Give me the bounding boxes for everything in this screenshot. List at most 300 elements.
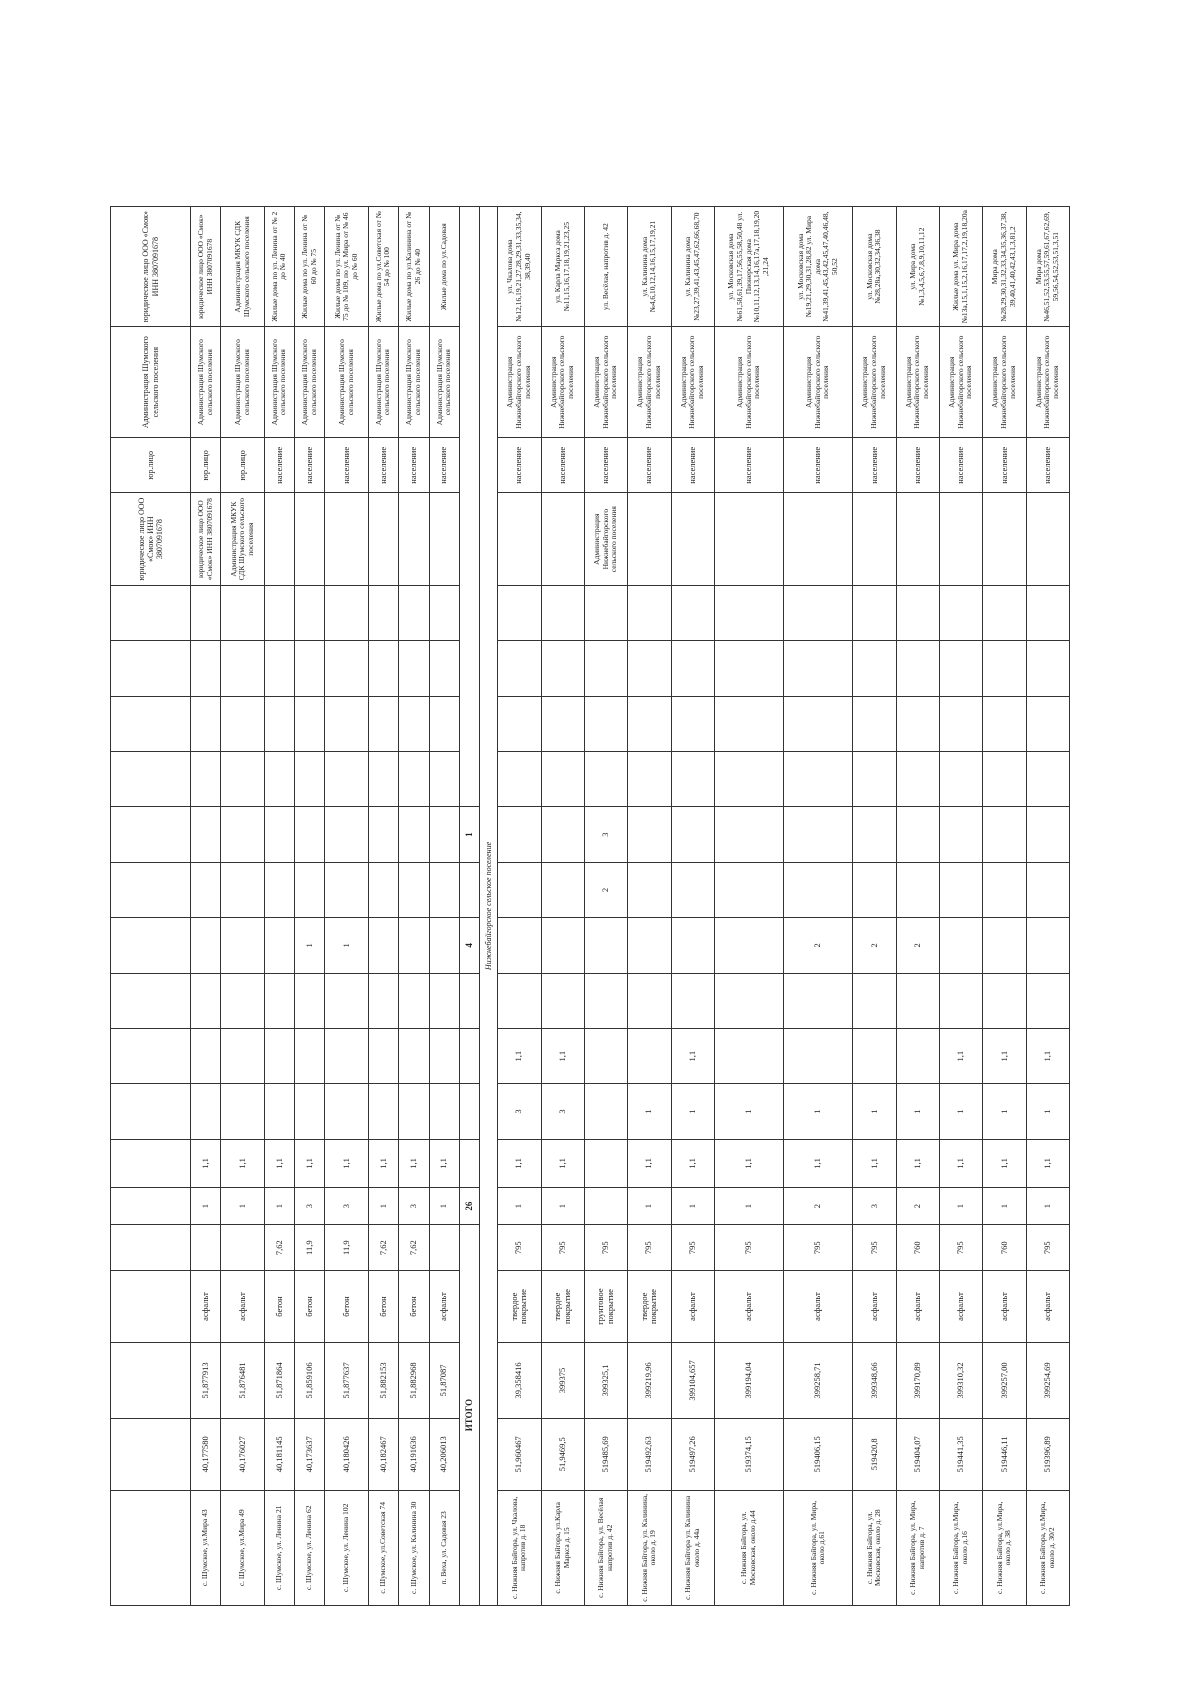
cell-volume: [584, 1139, 627, 1187]
cell-c9: [714, 752, 783, 807]
cell-lat: 40,182467: [368, 1419, 398, 1491]
cell-c5: [939, 973, 982, 1028]
cell-area: 795: [671, 1225, 714, 1271]
cell-sources: Жилые дома по ул.Садовая: [429, 207, 459, 327]
total-c8: 1: [459, 807, 479, 862]
cell-c9: [784, 752, 853, 807]
header-cell: юридическое лицо ООО «Смок» ИНН 3807091678: [111, 207, 191, 327]
cell-holder: Администрация Нижнебайгорского сельского поселения: [584, 327, 627, 438]
cell-holder: Администрация Шумского сельского поселения: [325, 327, 368, 438]
header-cell: [111, 807, 191, 862]
cell-count: [584, 1188, 627, 1225]
cell-lat: 519485,69: [584, 1419, 627, 1491]
cell-address: с. Нижняя Байгора, ул. Мира, около д.61: [784, 1490, 853, 1605]
cell-c8: [498, 807, 541, 862]
cell-owner: [714, 493, 783, 585]
cell-lon: 51,877637: [325, 1342, 368, 1418]
cell-c12: [368, 585, 398, 640]
cell-count: 3: [325, 1188, 368, 1225]
cell-sources: Жилые дома ул. Мира дома №13а,15,1,15,2,16,17,17,2,19,18,20а: [939, 207, 982, 327]
cell-lat: 40,206013: [429, 1419, 459, 1491]
cell-c5: [983, 973, 1026, 1028]
cell-lon: 39,358416: [498, 1342, 541, 1418]
cell-c6: [671, 918, 714, 973]
cell-c6: [939, 918, 982, 973]
cell-c10: [714, 696, 783, 751]
table-row: [295, 207, 325, 1606]
cell-lat: 51,9469,5: [541, 1419, 584, 1491]
cell-c8: [429, 807, 459, 862]
cell-c12: [896, 585, 939, 640]
cell-lon: 399325,1: [584, 1342, 627, 1418]
cell-lat: 519374,15: [714, 1419, 783, 1491]
cell-owner: [896, 493, 939, 585]
table-row: [429, 207, 459, 1606]
cell-c4: 1,1: [1026, 1028, 1069, 1083]
header-cell: [111, 973, 191, 1028]
cell-holder: Администрация Нижнебайгорского сельского поселения: [784, 327, 853, 438]
cell-c12: [191, 585, 221, 640]
cell-type: население: [784, 438, 853, 493]
cell-holder: Администрация Шумского сельского поселения: [221, 327, 264, 438]
cell-c3: 3: [498, 1084, 541, 1139]
cell-c8: 3: [584, 807, 627, 862]
cell-c11: [784, 641, 853, 696]
cell-c9: [221, 752, 264, 807]
cell-c8: [896, 807, 939, 862]
cell-c10: [368, 696, 398, 751]
cell-count: 2: [896, 1188, 939, 1225]
cell-surface: асфальт: [896, 1271, 939, 1343]
table-body: [111, 207, 1070, 1606]
cell-owner: [939, 493, 982, 585]
cell-sources: ул. Карла Маркса дома №11,15,16,17,18,19,21,23,25: [541, 207, 584, 327]
cell-area: 795: [784, 1225, 853, 1271]
cell-surface: асфальт: [429, 1271, 459, 1343]
cell-c10: [191, 696, 221, 751]
cell-volume: 1,1: [399, 1139, 429, 1187]
cell-holder: Администрация Шумского сельского поселения: [191, 327, 221, 438]
cell-c7: [191, 862, 221, 917]
cell-c4: [628, 1028, 671, 1083]
cell-c10: [221, 696, 264, 751]
cell-c7: [368, 862, 398, 917]
cell-volume: 1,1: [1026, 1139, 1069, 1187]
header-cell: [111, 1084, 191, 1139]
cell-c6: [983, 918, 1026, 973]
cell-area: 7,62: [264, 1225, 294, 1271]
cell-lon: 399257,00: [983, 1342, 1026, 1418]
cell-c3: 3: [541, 1084, 584, 1139]
cell-lon: 399310,32: [939, 1342, 982, 1418]
cell-c6: [628, 918, 671, 973]
cell-volume: 1,1: [191, 1139, 221, 1187]
cell-type: население: [264, 438, 294, 493]
cell-address: с. Шумское, ул.Мира 49: [221, 1490, 264, 1605]
header-cell: [111, 1188, 191, 1225]
cell-c8: [853, 807, 896, 862]
cell-c11: [671, 641, 714, 696]
cell-c4: [896, 1028, 939, 1083]
cell-c7: [264, 862, 294, 917]
cell-address: с. Нижняя Байгора, ул.Мира, около д. 30/2: [1026, 1490, 1069, 1605]
cell-surface: твердое покрытие: [541, 1271, 584, 1343]
cell-c12: [983, 585, 1026, 640]
cell-lon: 51,882153: [368, 1342, 398, 1418]
cell-c8: [939, 807, 982, 862]
cell-c11: [498, 641, 541, 696]
cell-volume: 1,1: [541, 1139, 584, 1187]
cell-c7: [325, 862, 368, 917]
cell-c7: [295, 862, 325, 917]
cell-c11: [429, 641, 459, 696]
cell-address: с. Нижняя Байгора, ул. Весёлая напротив д. 42: [584, 1490, 627, 1605]
table-row: [191, 207, 221, 1606]
cell-c11: [853, 641, 896, 696]
cell-address: с. Нижняя Байгора, ул.Мира, около д. 38: [983, 1490, 1026, 1605]
cell-c5: [714, 973, 783, 1028]
cell-sources: Жилые дома по ул. Ленина от № 2 до № 40: [264, 207, 294, 327]
header-cell: [111, 918, 191, 973]
cell-area: 795: [939, 1225, 982, 1271]
cell-area: 760: [896, 1225, 939, 1271]
cell-surface: бетон: [399, 1271, 429, 1343]
cell-c3: [264, 1084, 294, 1139]
cell-c7: [628, 862, 671, 917]
cell-c10: [429, 696, 459, 751]
cell-lat: 40,177580: [191, 1419, 221, 1491]
cell-type: население: [1026, 438, 1069, 493]
cell-owner: Администрация МКУК СДК Шумского сельского поселения: [221, 493, 264, 585]
cell-c5: [295, 973, 325, 1028]
section-row: [479, 207, 497, 1606]
cell-area: 7,62: [399, 1225, 429, 1271]
cell-c5: [325, 973, 368, 1028]
cell-sources: ул. Московская дома №19,21,29,30,31,28,82 ул. Мира дома №41,39,41,45,43,42,45,47,40,46,48,50,52: [784, 207, 853, 327]
cell-c8: [671, 807, 714, 862]
cell-c7: [671, 862, 714, 917]
cell-volume: 1,1: [896, 1139, 939, 1187]
cell-sources: ул. Московская дома №61,58,61,39,17,56,55,58,50,48 ул. Пионерская дома №10,11,12,13,14,16,17а,17,18,19,20,21,24: [714, 207, 783, 327]
cell-lat: 519492,63: [628, 1419, 671, 1491]
cell-c5: [429, 973, 459, 1028]
cell-volume: 1,1: [983, 1139, 1026, 1187]
cell-surface: бетон: [325, 1271, 368, 1343]
cell-owner: [399, 493, 429, 585]
cell-c9: [939, 752, 982, 807]
cell-c10: [399, 696, 429, 751]
cell-c9: [541, 752, 584, 807]
total-empty: [459, 862, 479, 917]
cell-sources: ул. Мира дома №1,3,4,5,6,7,8,9,10,11,12: [896, 207, 939, 327]
cell-c12: [1026, 585, 1069, 640]
cell-c6: 2: [784, 918, 853, 973]
cell-c3: 1: [853, 1084, 896, 1139]
cell-owner: Администрация Нижнебайгорского сельского поселения: [584, 493, 627, 585]
cell-owner: [983, 493, 1026, 585]
cell-holder: Администрация Нижнебайгорского сельского поселения: [853, 327, 896, 438]
cell-surface: твердое покрытие: [628, 1271, 671, 1343]
cell-count: 1: [983, 1188, 1026, 1225]
section-title: Нижнебайгорское сельское поселение: [479, 207, 497, 1606]
cell-c4: [368, 1028, 398, 1083]
cell-c12: [498, 585, 541, 640]
cell-c7: [221, 862, 264, 917]
cell-type: население: [429, 438, 459, 493]
cell-address: с. Нижняя Байгора, ул.Карла Маркса д. 15: [541, 1490, 584, 1605]
table-row: [671, 207, 714, 1606]
header-cell: [111, 1342, 191, 1418]
cell-c10: [671, 696, 714, 751]
cell-count: 2: [784, 1188, 853, 1225]
cell-c9: [983, 752, 1026, 807]
cell-c12: [671, 585, 714, 640]
cell-lat: 519396,89: [1026, 1419, 1069, 1491]
cell-c5: [671, 973, 714, 1028]
cell-volume: 1,1: [325, 1139, 368, 1187]
cell-c11: [191, 641, 221, 696]
cell-sources: юридическое лицо ООО «Смок» ИНН 3807091678: [191, 207, 221, 327]
cell-c10: [983, 696, 1026, 751]
cell-c6: [584, 918, 627, 973]
cell-holder: Администрация Шумского сельского поселения: [264, 327, 294, 438]
cell-sources: ул. Калинина дома №4,6,10,12,14,16,15,17,19,21: [628, 207, 671, 327]
cell-c3: 1: [983, 1084, 1026, 1139]
cell-type: население: [671, 438, 714, 493]
cell-lat: 519404,07: [896, 1419, 939, 1491]
cell-holder: Администрация Нижнебайгорского сельского поселения: [939, 327, 982, 438]
cell-c7: [939, 862, 982, 917]
cell-sources: Жилые дома по ул. Ленина от № 75 до № 109, по ул. Мира от № 46 до № 60: [325, 207, 368, 327]
header-cell: [111, 862, 191, 917]
cell-c12: [628, 585, 671, 640]
cell-type: население: [983, 438, 1026, 493]
cell-surface: асфальт: [983, 1271, 1026, 1343]
cell-c9: [264, 752, 294, 807]
cell-lon: 51,882968: [399, 1342, 429, 1418]
cell-c9: [325, 752, 368, 807]
cell-lon: 51,871864: [264, 1342, 294, 1418]
cell-c10: [628, 696, 671, 751]
total-empty: [459, 1084, 479, 1139]
cell-lat: 519420,8: [853, 1419, 896, 1491]
header-cell: [111, 696, 191, 751]
cell-c6: 1: [295, 918, 325, 973]
cell-c7: [784, 862, 853, 917]
cell-count: 3: [295, 1188, 325, 1225]
cell-c10: [853, 696, 896, 751]
cell-type: население: [325, 438, 368, 493]
cell-holder: Администрация Нижнебайгорского сельского поселения: [498, 327, 541, 438]
header-cell: [111, 585, 191, 640]
cell-c10: [498, 696, 541, 751]
rotated-table-wrapper: [110, 206, 1070, 1606]
cell-area: 795: [498, 1225, 541, 1271]
cell-type: юр.лицо: [191, 438, 221, 493]
cell-lon: 399375: [541, 1342, 584, 1418]
header-cell: [111, 1271, 191, 1343]
cell-c11: [896, 641, 939, 696]
cell-type: население: [295, 438, 325, 493]
cell-c11: [939, 641, 982, 696]
cell-c11: [399, 641, 429, 696]
cell-c12: [429, 585, 459, 640]
cell-c11: [541, 641, 584, 696]
cell-c11: [295, 641, 325, 696]
cell-holder: Администрация Шумского сельского поселения: [368, 327, 398, 438]
cell-c4: [714, 1028, 783, 1083]
cell-count: 1: [498, 1188, 541, 1225]
total-empty: [459, 1139, 479, 1187]
cell-c7: [896, 862, 939, 917]
cell-type: население: [584, 438, 627, 493]
table-row: [1026, 207, 1069, 1606]
cell-c5: [221, 973, 264, 1028]
table-row: [714, 207, 783, 1606]
table-row: [628, 207, 671, 1606]
cell-c8: [295, 807, 325, 862]
cell-address: с. Шумское, ул.Мира 43: [191, 1490, 221, 1605]
cell-area: 11,9: [295, 1225, 325, 1271]
cell-type: население: [853, 438, 896, 493]
cell-type: население: [714, 438, 783, 493]
cell-lon: 399348,66: [853, 1342, 896, 1418]
cell-c6: 2: [896, 918, 939, 973]
cell-c7: [1026, 862, 1069, 917]
cell-c8: [1026, 807, 1069, 862]
cell-c5: [584, 973, 627, 1028]
cell-c4: [325, 1028, 368, 1083]
cell-owner: [784, 493, 853, 585]
cell-c12: [325, 585, 368, 640]
cell-lon: 399258,71: [784, 1342, 853, 1418]
cell-count: 3: [399, 1188, 429, 1225]
cell-lon: 399104,657: [671, 1342, 714, 1418]
cell-count: 1: [541, 1188, 584, 1225]
cell-c7: [983, 862, 1026, 917]
cell-type: население: [896, 438, 939, 493]
cell-c8: [628, 807, 671, 862]
cell-address: с. Нижняя Байгора, ул.Мира, около д.16: [939, 1490, 982, 1605]
cell-surface: асфальт: [221, 1271, 264, 1343]
header-cell: Администрация Шумского сельского поселения: [111, 327, 191, 438]
cell-lon: 399170,89: [896, 1342, 939, 1418]
cell-count: 1: [221, 1188, 264, 1225]
cell-surface: асфальт: [671, 1271, 714, 1343]
cell-surface: бетон: [264, 1271, 294, 1343]
cell-type: юр.лицо: [221, 438, 264, 493]
cell-lon: 399194,04: [714, 1342, 783, 1418]
cell-owner: [853, 493, 896, 585]
cell-c3: 1: [628, 1084, 671, 1139]
cell-holder: Администрация Нижнебайгорского сельского поселения: [714, 327, 783, 438]
cell-area: 795: [541, 1225, 584, 1271]
total-row: [459, 207, 479, 1606]
cell-c11: [368, 641, 398, 696]
cell-sources: ул. Весёлая, напротив д. 42: [584, 207, 627, 327]
cell-holder: Администрация Нижнебайгорского сельского поселения: [1026, 327, 1069, 438]
header-cell: [111, 1419, 191, 1491]
cell-volume: 1,1: [853, 1139, 896, 1187]
cell-lon: 399254,69: [1026, 1342, 1069, 1418]
cell-address: с. Шумское, ул.Советская 74: [368, 1490, 398, 1605]
cell-lat: 519406,15: [784, 1419, 853, 1491]
cell-volume: 1,1: [368, 1139, 398, 1187]
cell-sources: Мира дома №46,51,52,53,55,57,59,61,67,62,69,59,56,54,52,53,51,3,51: [1026, 207, 1069, 327]
cell-type: население: [399, 438, 429, 493]
cell-c7: [541, 862, 584, 917]
cell-area: [221, 1225, 264, 1271]
cell-c5: [1026, 973, 1069, 1028]
cell-count: 1: [714, 1188, 783, 1225]
header-cell: [111, 1490, 191, 1605]
cell-holder: Администрация Нижнебайгорского сельского поселения: [541, 327, 584, 438]
cell-owner: [295, 493, 325, 585]
cell-surface: асфальт: [714, 1271, 783, 1343]
cell-lat: 519446,11: [983, 1419, 1026, 1491]
cell-c4: [191, 1028, 221, 1083]
cell-c10: [541, 696, 584, 751]
cell-count: 1: [939, 1188, 982, 1225]
cell-sources: ул. Московская дома №28,28а,30,32,34,36,38: [853, 207, 896, 327]
cell-area: 795: [628, 1225, 671, 1271]
cell-c9: [853, 752, 896, 807]
cell-c9: [399, 752, 429, 807]
cell-c3: [584, 1084, 627, 1139]
cell-address: с. Нижняя Байгора, ул. Чкалова, напротив д. 18: [498, 1490, 541, 1605]
table-row: [784, 207, 853, 1606]
cell-c9: [584, 752, 627, 807]
cell-c9: [295, 752, 325, 807]
cell-c4: [221, 1028, 264, 1083]
cell-c8: [784, 807, 853, 862]
cell-c9: [671, 752, 714, 807]
cell-c12: [221, 585, 264, 640]
cell-c6: [264, 918, 294, 973]
cell-sources: Жилые дома по ул. Ленина от № 60 до № 75: [295, 207, 325, 327]
cell-c9: [498, 752, 541, 807]
cell-c10: [939, 696, 982, 751]
cell-c4: [584, 1028, 627, 1083]
table-row: [368, 207, 398, 1606]
cell-c12: [295, 585, 325, 640]
cell-c9: [896, 752, 939, 807]
cell-c4: [853, 1028, 896, 1083]
cell-c5: [853, 973, 896, 1028]
cell-c7: [399, 862, 429, 917]
cell-c3: 1: [784, 1084, 853, 1139]
cell-address: с. Шумское, ул. Ленина 62: [295, 1490, 325, 1605]
cell-c5: [896, 973, 939, 1028]
cell-c4: [399, 1028, 429, 1083]
cell-c8: [191, 807, 221, 862]
cell-sources: Мира дома №28,29,30,31,32,33,34,35,36,37,38,39,40,41,40,42,43,1,3,81,2: [983, 207, 1026, 327]
cell-volume: 1,1: [784, 1139, 853, 1187]
cell-c12: [541, 585, 584, 640]
cell-holder: Администрация Нижнебайгорского сельского поселения: [628, 327, 671, 438]
table-row: [325, 207, 368, 1606]
cell-lat: 40,191636: [399, 1419, 429, 1491]
cell-area: 795: [584, 1225, 627, 1271]
cell-c6: [498, 918, 541, 973]
cell-surface: асфальт: [853, 1271, 896, 1343]
cell-c11: [221, 641, 264, 696]
cell-c3: [221, 1084, 264, 1139]
cell-owner: [541, 493, 584, 585]
cell-c11: [325, 641, 368, 696]
cell-c12: [714, 585, 783, 640]
cell-volume: 1,1: [939, 1139, 982, 1187]
